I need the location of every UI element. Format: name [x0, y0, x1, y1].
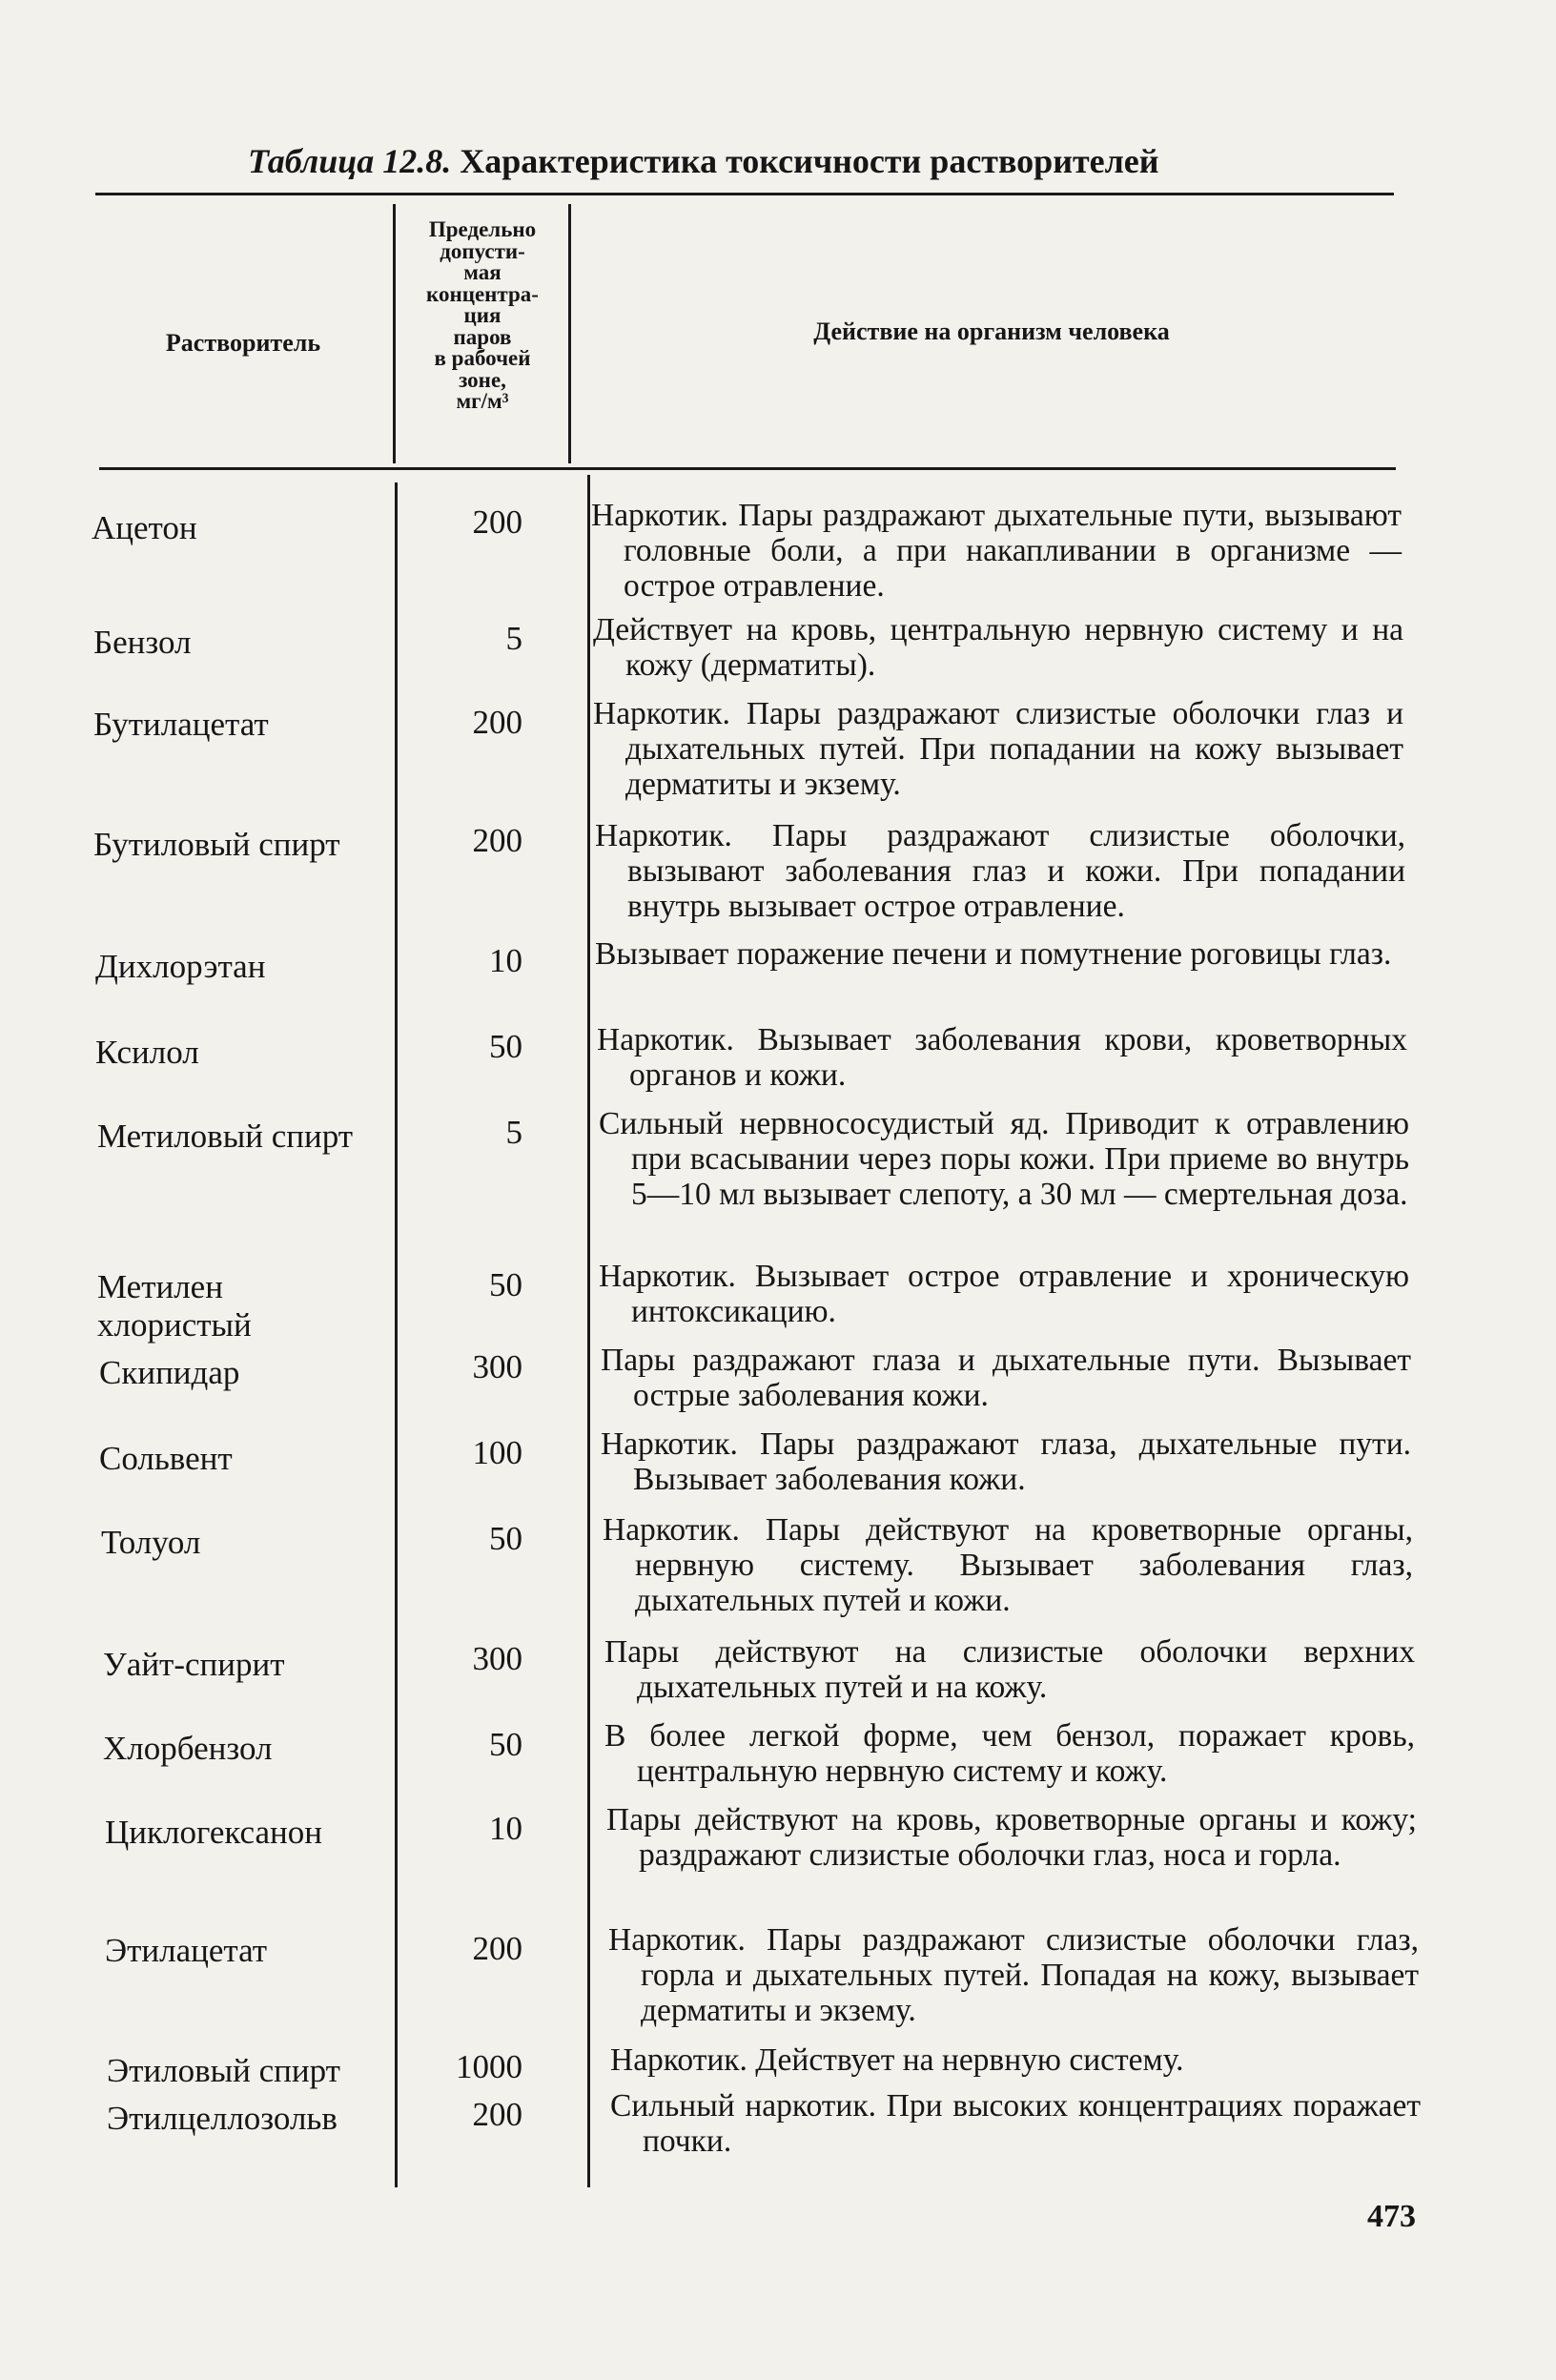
- effect-text: Сильный наркотик. При высоких концентрациях поражает почки.: [610, 2088, 1421, 2159]
- effect-text: Наркотик. Вызывает заболевания крови, кроветворных органов и кожи.: [597, 1022, 1407, 1093]
- header-conc-line: мая: [463, 260, 502, 284]
- effect-text: Наркотик. Пары раздражают слизистые оболочки глаз, горла и дыхательных путей. Попадая на кожу, вызывает дерматиты и экзему.: [608, 1922, 1419, 2028]
- pdk-value: 50: [489, 1266, 522, 1303]
- header-conc-line: ция: [463, 303, 502, 327]
- effect-text: Наркотик. Пары раздражают дыхательные пути, вызывают головные боли, а при накапливании в организме — острое отравление.: [591, 498, 1402, 604]
- effect-text: Пары раздражают глаза и дыхательные пути. Вызывает острые заболевания кожи.: [601, 1343, 1411, 1413]
- pdk-value: 50: [489, 1520, 522, 1557]
- solvent-name: Этилцеллозольв: [107, 2100, 338, 2137]
- effect-text: Пары действуют на кровь, кроветворные органы и кожу; раздражают слизистые оболочки глаз, носа и горла.: [606, 1802, 1417, 1873]
- body-divider-right: [587, 475, 590, 2187]
- header-conc-line: паров: [453, 324, 512, 349]
- effect-text: Сильный нервнососудистый яд. Приводит к отравлению при всасывании через поры кожи. При приеме во внутрь 5—10 мл вызывает слепоту, а 30 мл — смертельная доза.: [599, 1106, 1409, 1212]
- pdk-value: 100: [472, 1434, 522, 1471]
- pdk-value: 200: [472, 1930, 522, 1967]
- header-conc-line: мг/м³: [456, 389, 509, 413]
- solvent-name: Скипидар: [99, 1354, 240, 1391]
- header-conc-line: Предельно: [428, 217, 537, 241]
- solvent-name: Этилацетат: [105, 1932, 268, 1969]
- solvent-name: Ацетон: [92, 509, 197, 546]
- solvent-name: Уайт-спирит: [103, 1646, 285, 1683]
- pdk-value: 5: [505, 1114, 522, 1151]
- solvent-name: Метилен хлористый: [97, 1268, 252, 1344]
- pdk-value: 10: [489, 1810, 522, 1847]
- effect-text: Вызывает поражение печени и помутнение роговицы глаз.: [595, 936, 1392, 972]
- effect-text: Действует на кровь, центральную нервную систему и на кожу (дерматиты).: [593, 612, 1403, 683]
- header-concentration: [397, 219, 568, 413]
- solvent-name: Дихлорэтан: [95, 948, 266, 985]
- solvent-name: Сольвент: [99, 1440, 233, 1477]
- effect-text: В более легкой форме, чем бензол, поражает кровь, центральную нервную систему и кожу.: [604, 1718, 1415, 1789]
- pdk-value: 200: [472, 503, 522, 541]
- pdk-value: 300: [472, 1640, 522, 1677]
- solvent-name: Бензол: [93, 624, 192, 661]
- effect-text: Наркотик. Пары действуют на кроветворные органы, нервную систему. Вызывает заболевания глаз, дыхательных путей и кожи.: [603, 1512, 1413, 1618]
- pdk-value: 50: [489, 1028, 522, 1065]
- header-conc-line: зоне,: [459, 367, 506, 392]
- header-conc-line: допусти-: [440, 238, 525, 263]
- header-divider-left: [393, 204, 396, 463]
- pdk-value: 200: [472, 704, 522, 741]
- effect-text: Наркотик. Пары раздражают слизистые оболочки, вызывают заболевания глаз и кожи. При попадании внутрь вызывает острое отравление.: [595, 818, 1405, 924]
- pdk-value: 300: [472, 1348, 522, 1385]
- table-number: Таблица 12.8.: [248, 142, 452, 180]
- solvent-name: Толуол: [101, 1524, 201, 1561]
- table-title-text: Характеристика токсичности растворителей: [460, 142, 1159, 180]
- effect-text: Наркотик. Пары раздражают слизистые оболочки глаз и дыхательных путей. При попадании на кожу вызывает дерматиты и экзему.: [593, 696, 1403, 802]
- effect-text: Пары действуют на слизистые оболочки верхних дыхательных путей и на кожу.: [604, 1634, 1415, 1705]
- effect-text: Наркотик. Действует на нервную систему.: [610, 2042, 1184, 2078]
- header-divider-right: [568, 204, 571, 463]
- pdk-value: 200: [472, 2096, 522, 2133]
- page-number: 473: [1367, 2199, 1416, 2234]
- solvent-name: Бутиловый спирт: [93, 826, 340, 863]
- header-conc-line: в рабочей: [434, 346, 531, 370]
- header-rule: [99, 467, 1396, 470]
- top-rule: [95, 193, 1394, 195]
- solvent-name: Ксилол: [95, 1034, 199, 1071]
- solvent-name: Этиловый спирт: [107, 2052, 340, 2089]
- effect-text: Наркотик. Вызывает острое отравление и хроническую интоксикацию.: [599, 1259, 1409, 1329]
- pdk-value: 10: [489, 942, 522, 979]
- pdk-value: 200: [472, 822, 522, 859]
- pdk-value: 5: [505, 620, 522, 657]
- pdk-value: 50: [489, 1726, 522, 1763]
- header-conc-line: концентра-: [426, 281, 539, 306]
- solvent-name: Бутилацетат: [93, 706, 269, 743]
- solvent-name: Метиловый спирт: [97, 1118, 354, 1155]
- header-solvent: Растворитель: [165, 329, 321, 357]
- header-effect: Действие на организм человека: [813, 318, 1170, 345]
- solvent-name: Циклогексанон: [105, 1814, 322, 1851]
- effect-text: Наркотик. Пары раздражают глаза, дыхательные пути. Вызывает заболевания кожи.: [601, 1426, 1411, 1497]
- pdk-value: 1000: [456, 2048, 522, 2085]
- solvent-name: Хлорбензол: [103, 1730, 273, 1767]
- body-divider-left: [395, 482, 398, 2187]
- table-title: [248, 141, 1335, 181]
